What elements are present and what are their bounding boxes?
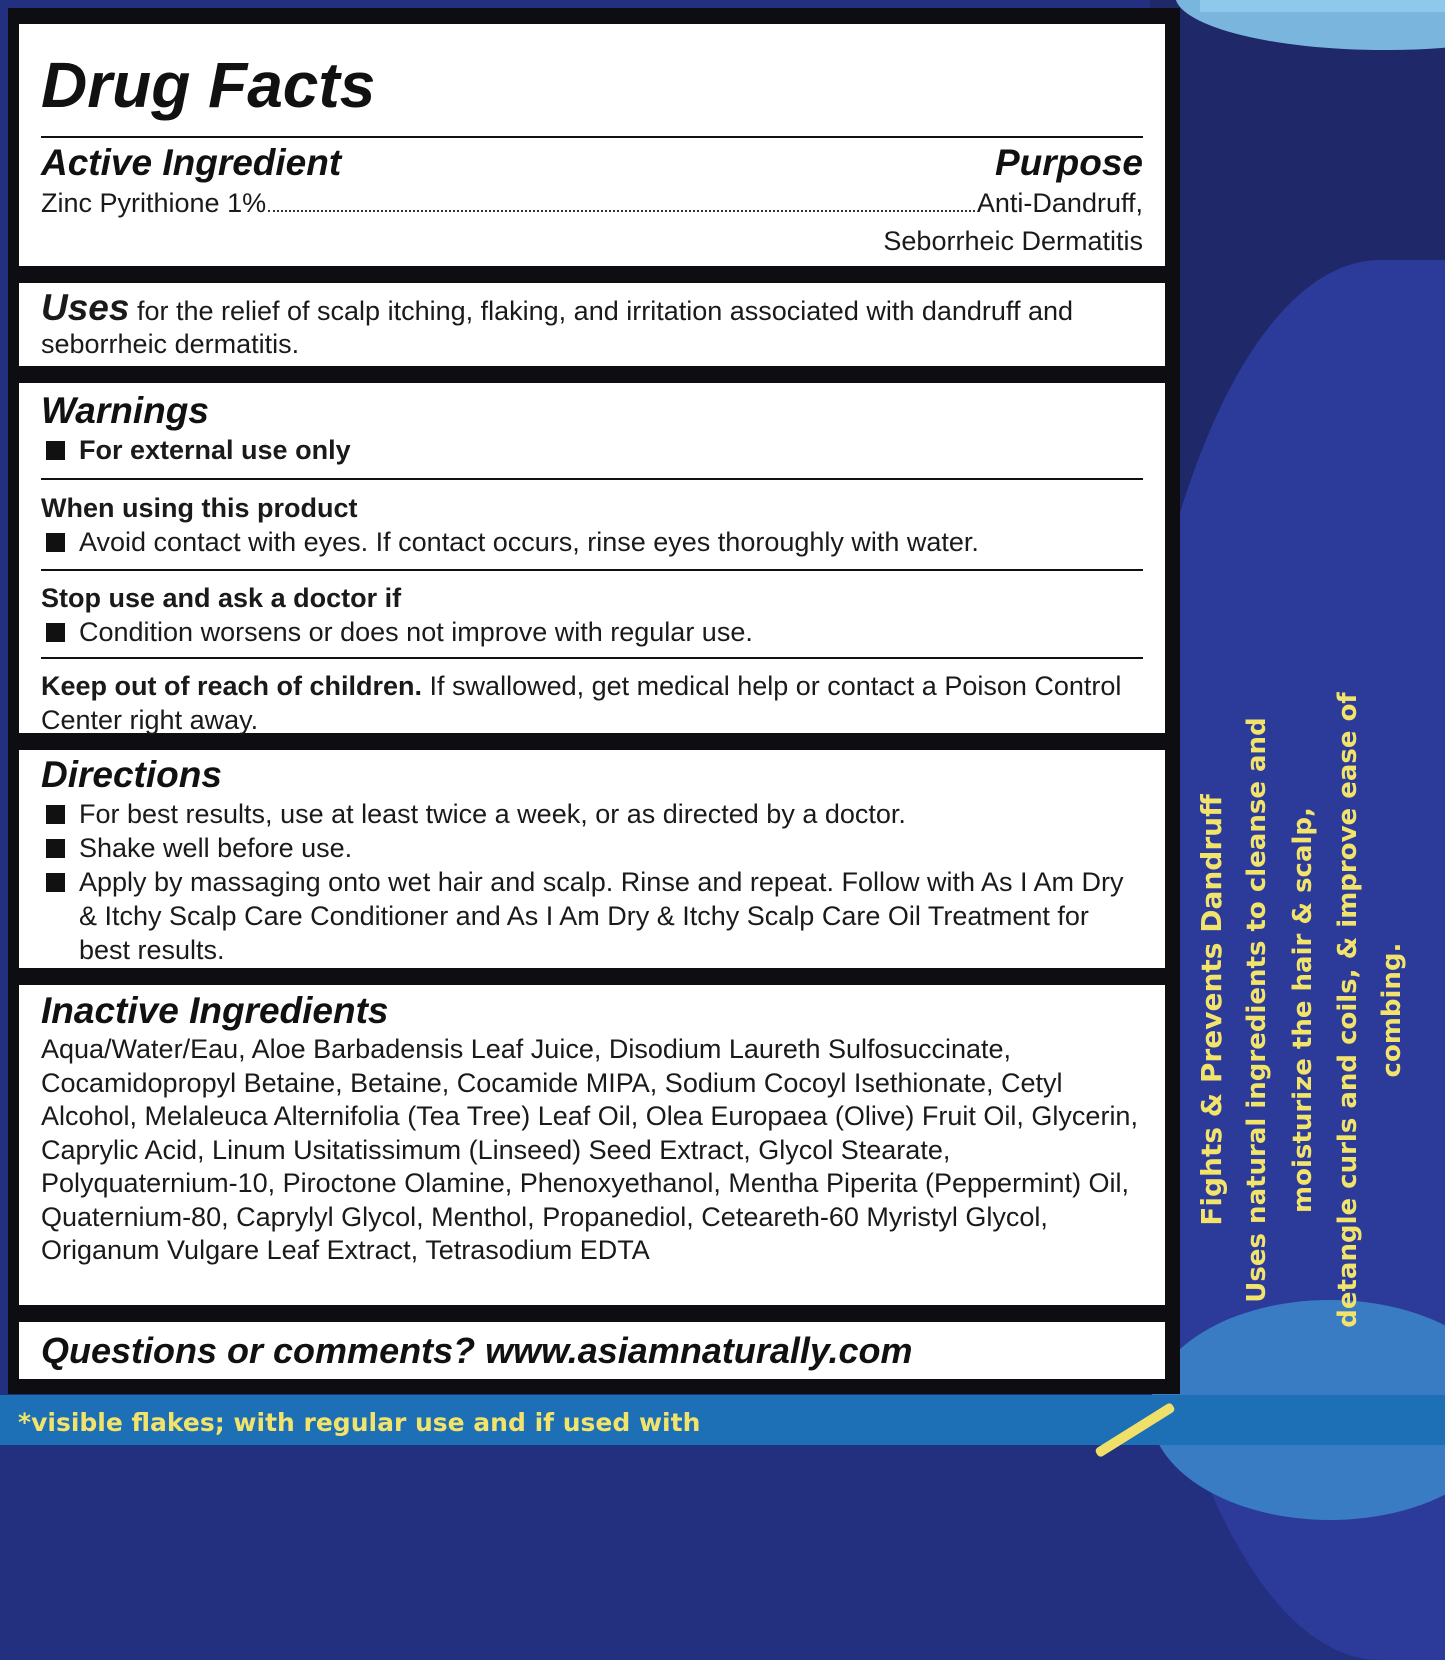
when-using-heading: When using this product: [41, 493, 358, 523]
uses-box: [19, 283, 1165, 366]
bullet-square: [46, 873, 65, 892]
keep-out-of-reach: Keep out of reach of children. If swallowed, get medical help or contact a Poison Control Center right away.: [41, 671, 1122, 735]
warnings-box: [19, 383, 1165, 733]
purpose-line-1: Anti-Dandruff,: [976, 188, 1143, 218]
inactive-ingredients-box: [19, 985, 1165, 1305]
page-title: Drug Facts: [41, 49, 376, 121]
bullet-square: [46, 805, 65, 824]
side-line-3: detangle curls and coils, & improve ease of combing.: [1333, 692, 1407, 1328]
bullet-square: [46, 839, 65, 858]
warnings-heading: Warnings: [41, 390, 209, 431]
directions-item: Apply by massaging onto wet hair and scalp. Rinse and repeat. Follow with As I Am Dry & Itchy Scalp Care Conditioner and As I Am Dry & Itchy Scalp Care Oil Treatment for best results.: [41, 865, 1143, 967]
active-ingredient-heading: Active Ingredient: [41, 142, 342, 183]
questions-box: [19, 1322, 1165, 1379]
purpose-line-2: Seborrheic Dermatitis: [883, 226, 1143, 256]
directions-item: For best results, use at least twice a week, or as directed by a doctor.: [41, 797, 1143, 831]
side-line-2: Uses natural ingredients to cleanse and moisturize the hair & scalp,: [1242, 717, 1318, 1303]
side-marketing-text: [1190, 640, 1440, 1380]
dot-leader: [268, 210, 975, 212]
footnote: *visible flakes; with regular use and if used with: [18, 1408, 701, 1437]
questions-contact: Questions or comments? www.asiamnaturally.com: [41, 1330, 913, 1371]
warning-external-item: For external use only: [41, 433, 1143, 467]
divider: [41, 136, 1143, 138]
directions-heading: Directions: [41, 754, 222, 795]
directions-box: [19, 750, 1165, 968]
active-ingredient-name: Zinc Pyrithione 1%: [41, 188, 267, 218]
bullet-square: [46, 533, 65, 552]
divider: [41, 478, 1143, 480]
background-cyan-strip: [1200, 0, 1445, 12]
divider: [41, 657, 1143, 659]
inactive-ingredients-text: Aqua/Water/Eau, Aloe Barbadensis Leaf Juice, Disodium Laureth Sulfosuccinate, Cocamidopropyl Betaine, Betaine, Cocamide MIPA, Sodium Cocoyl Isethionate, Cetyl Alcohol, Melaleuca Alternifolia (Tea Tree) Leaf Oil, Olea Europaea (Olive) Fruit Oil, Glycerin, Caprylic Acid, Linum Usitatissimum (Linseed) Seed Extract, Glycol Stearate, Polyquaternium-10, Piroctone Olamine, Phenoxyethanol, Mentha Piperita (Peppermint) Oil, Quaternium-80, Caprylyl Glycol, Menthol, Propanediol, Ceteareth-60 Myristyl Glycol, Origanum Vulgare Leaf Extract, Tetrasodium EDTA: [41, 1034, 1138, 1265]
purpose-heading: Purpose: [994, 142, 1143, 183]
when-using-item: Avoid contact with eyes. If contact occurs, rinse eyes thoroughly with water.: [41, 525, 1143, 559]
side-line-1: Fights & Prevents Dandruff: [1195, 794, 1228, 1226]
divider: [41, 569, 1143, 571]
bullet-square: [46, 441, 65, 460]
bullet-square: [46, 623, 65, 642]
stop-use-heading: Stop use and ask a doctor if: [41, 583, 402, 613]
active-ingredient-box: [19, 24, 1165, 266]
directions-item: Shake well before use.: [41, 831, 1143, 865]
uses-text: for the relief of scalp itching, flaking, and irritation associated with dandruff and seborrheic dermatitis.: [41, 296, 1073, 359]
stop-use-item: Condition worsens or does not improve with regular use.: [41, 615, 1143, 649]
uses-heading: Uses: [41, 287, 130, 328]
inactive-ingredients-heading: Inactive Ingredients: [41, 990, 389, 1031]
